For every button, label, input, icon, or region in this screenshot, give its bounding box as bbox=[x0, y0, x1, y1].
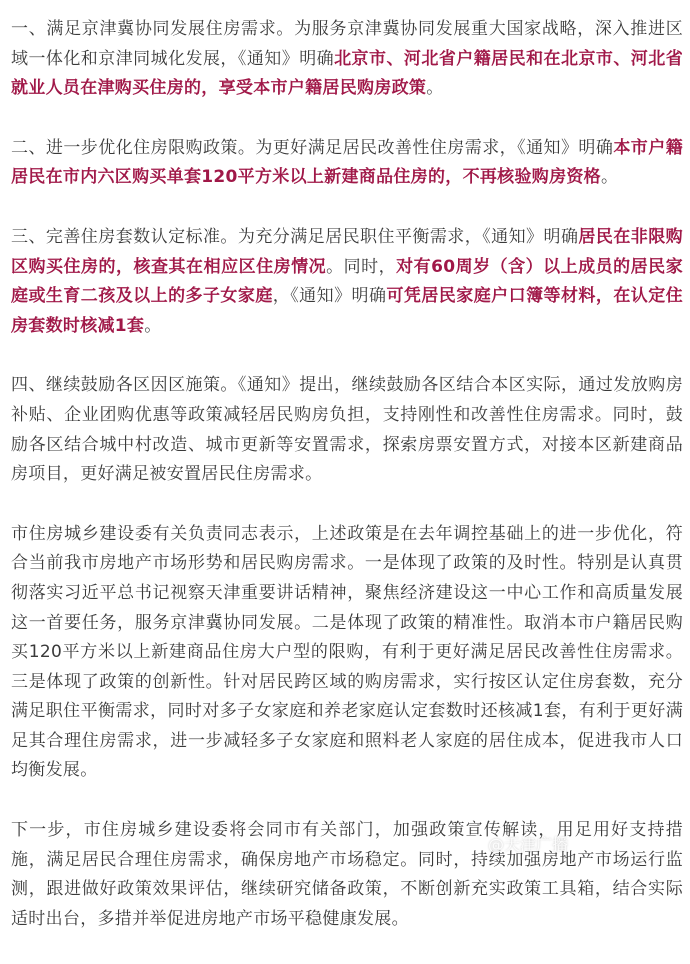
paragraph-1-text: 一、满足京津冀协同发展住房需求。为服务京津冀协同发展重大国家战略，深入推进区域一体化和京津同城化发展，《通知》明确 bbox=[11, 19, 683, 69]
watermark bbox=[462, 832, 568, 855]
paragraph-3-highlight-1: 居民在非限购区购买住房的，核查其在相应区住房情况 bbox=[11, 226, 683, 277]
paragraph-2 bbox=[11, 134, 683, 193]
paragraph-6: 下一步，市住房城乡建设委将会同市有关部门，加强政策宣传解读，用足用好支持措施，满足居民合理住房需求，确保房地产市场稳定。同时，持续加强房地产市场运行监测，跟进做好政策效果评估，继续研究储备政策，不断创新充实政策工具箱，结合实际适时出台，多措并举促进房地产市场平稳健康发展。 bbox=[11, 820, 683, 929]
paragraph-1-highlight: 北京市、河北省户籍居民和在北京市、河北省就业人员在津购买住房的，享受本市户籍居民购房政策 bbox=[11, 48, 684, 99]
paragraph-1-end: 。 bbox=[426, 78, 444, 99]
paragraph-1 bbox=[11, 15, 683, 104]
paragraph-4: 四、继续鼓励各区因区施策。《通知》提出，继续鼓励各区结合本区实际，通过发放购房补贴、企业团购优惠等政策减轻居民购房负担，支持刚性和改善性住房需求。同时，鼓励各区结合城中村改造、城市更新等安置需求，探索房票安置方式，对接本区新建商品房项目，更好满足被安置居民住房需求。 bbox=[11, 375, 683, 485]
weibo-icon bbox=[462, 833, 484, 855]
paragraph-3 bbox=[11, 223, 683, 341]
paragraph-5: 市住房城乡建设委有关负责同志表示，上述政策是在去年调控基础上的进一步优化，符合当前我市房地产市场形势和居民购房需求。一是体现了政策的及时性。特别是认真贯彻落实习近平总书记视察天津重要讲话精神，聚焦经济建设这一中心工作和高质量发展这一首要任务，服务京津冀协同发展。二是体现了政策的精准性。取消本市户籍居民购买120平方米以上新建商品住房大户型的限购，有利于更好满足居民改善性住房需求。三是体现了政策的创新性。针对居民跨区域的购房需求，实行按区认定住房套数，充分满足职住平衡需求，同时对多子女家庭和养老家庭认定套数时还核减1套，有利于更好满足其合理住房需求，进一步减轻多子女家庭和照料老人家庭的居住成本，促进我市人口均衡发展。 bbox=[11, 523, 683, 781]
paragraph-2-highlight: 本市户籍居民在市内六区购买单套120平方米以上新建商品住房的，不再核验购房资格 bbox=[11, 137, 684, 188]
paragraph-2-text: 二、进一步优化住房限购政策。为更好满足居民改善性住房需求，《通知》明确 bbox=[11, 137, 614, 158]
paragraph-2-end: 。 bbox=[600, 167, 619, 188]
paragraph-3-text: 三、完善住房套数认定标准。为充分满足居民职住平衡需求，《通知》明确 bbox=[11, 226, 579, 247]
paragraph-3-highlight-3: 可凭居民家庭户口簿等材料，在认定住房套数时核减1套 bbox=[11, 286, 683, 336]
article-body bbox=[11, 15, 683, 964]
watermark-text: @天津广播 bbox=[487, 835, 568, 854]
paragraph-3-mid-2: ，《通知》明确 bbox=[272, 286, 387, 307]
paragraph-3-end: 。 bbox=[144, 315, 162, 336]
paragraph-3-highlight-2: 对有60周岁（含）以上成员的居民家庭或生育二孩及以上的多子女家庭 bbox=[11, 256, 683, 307]
paragraph-3-mid-1: 。同时， bbox=[326, 256, 397, 277]
